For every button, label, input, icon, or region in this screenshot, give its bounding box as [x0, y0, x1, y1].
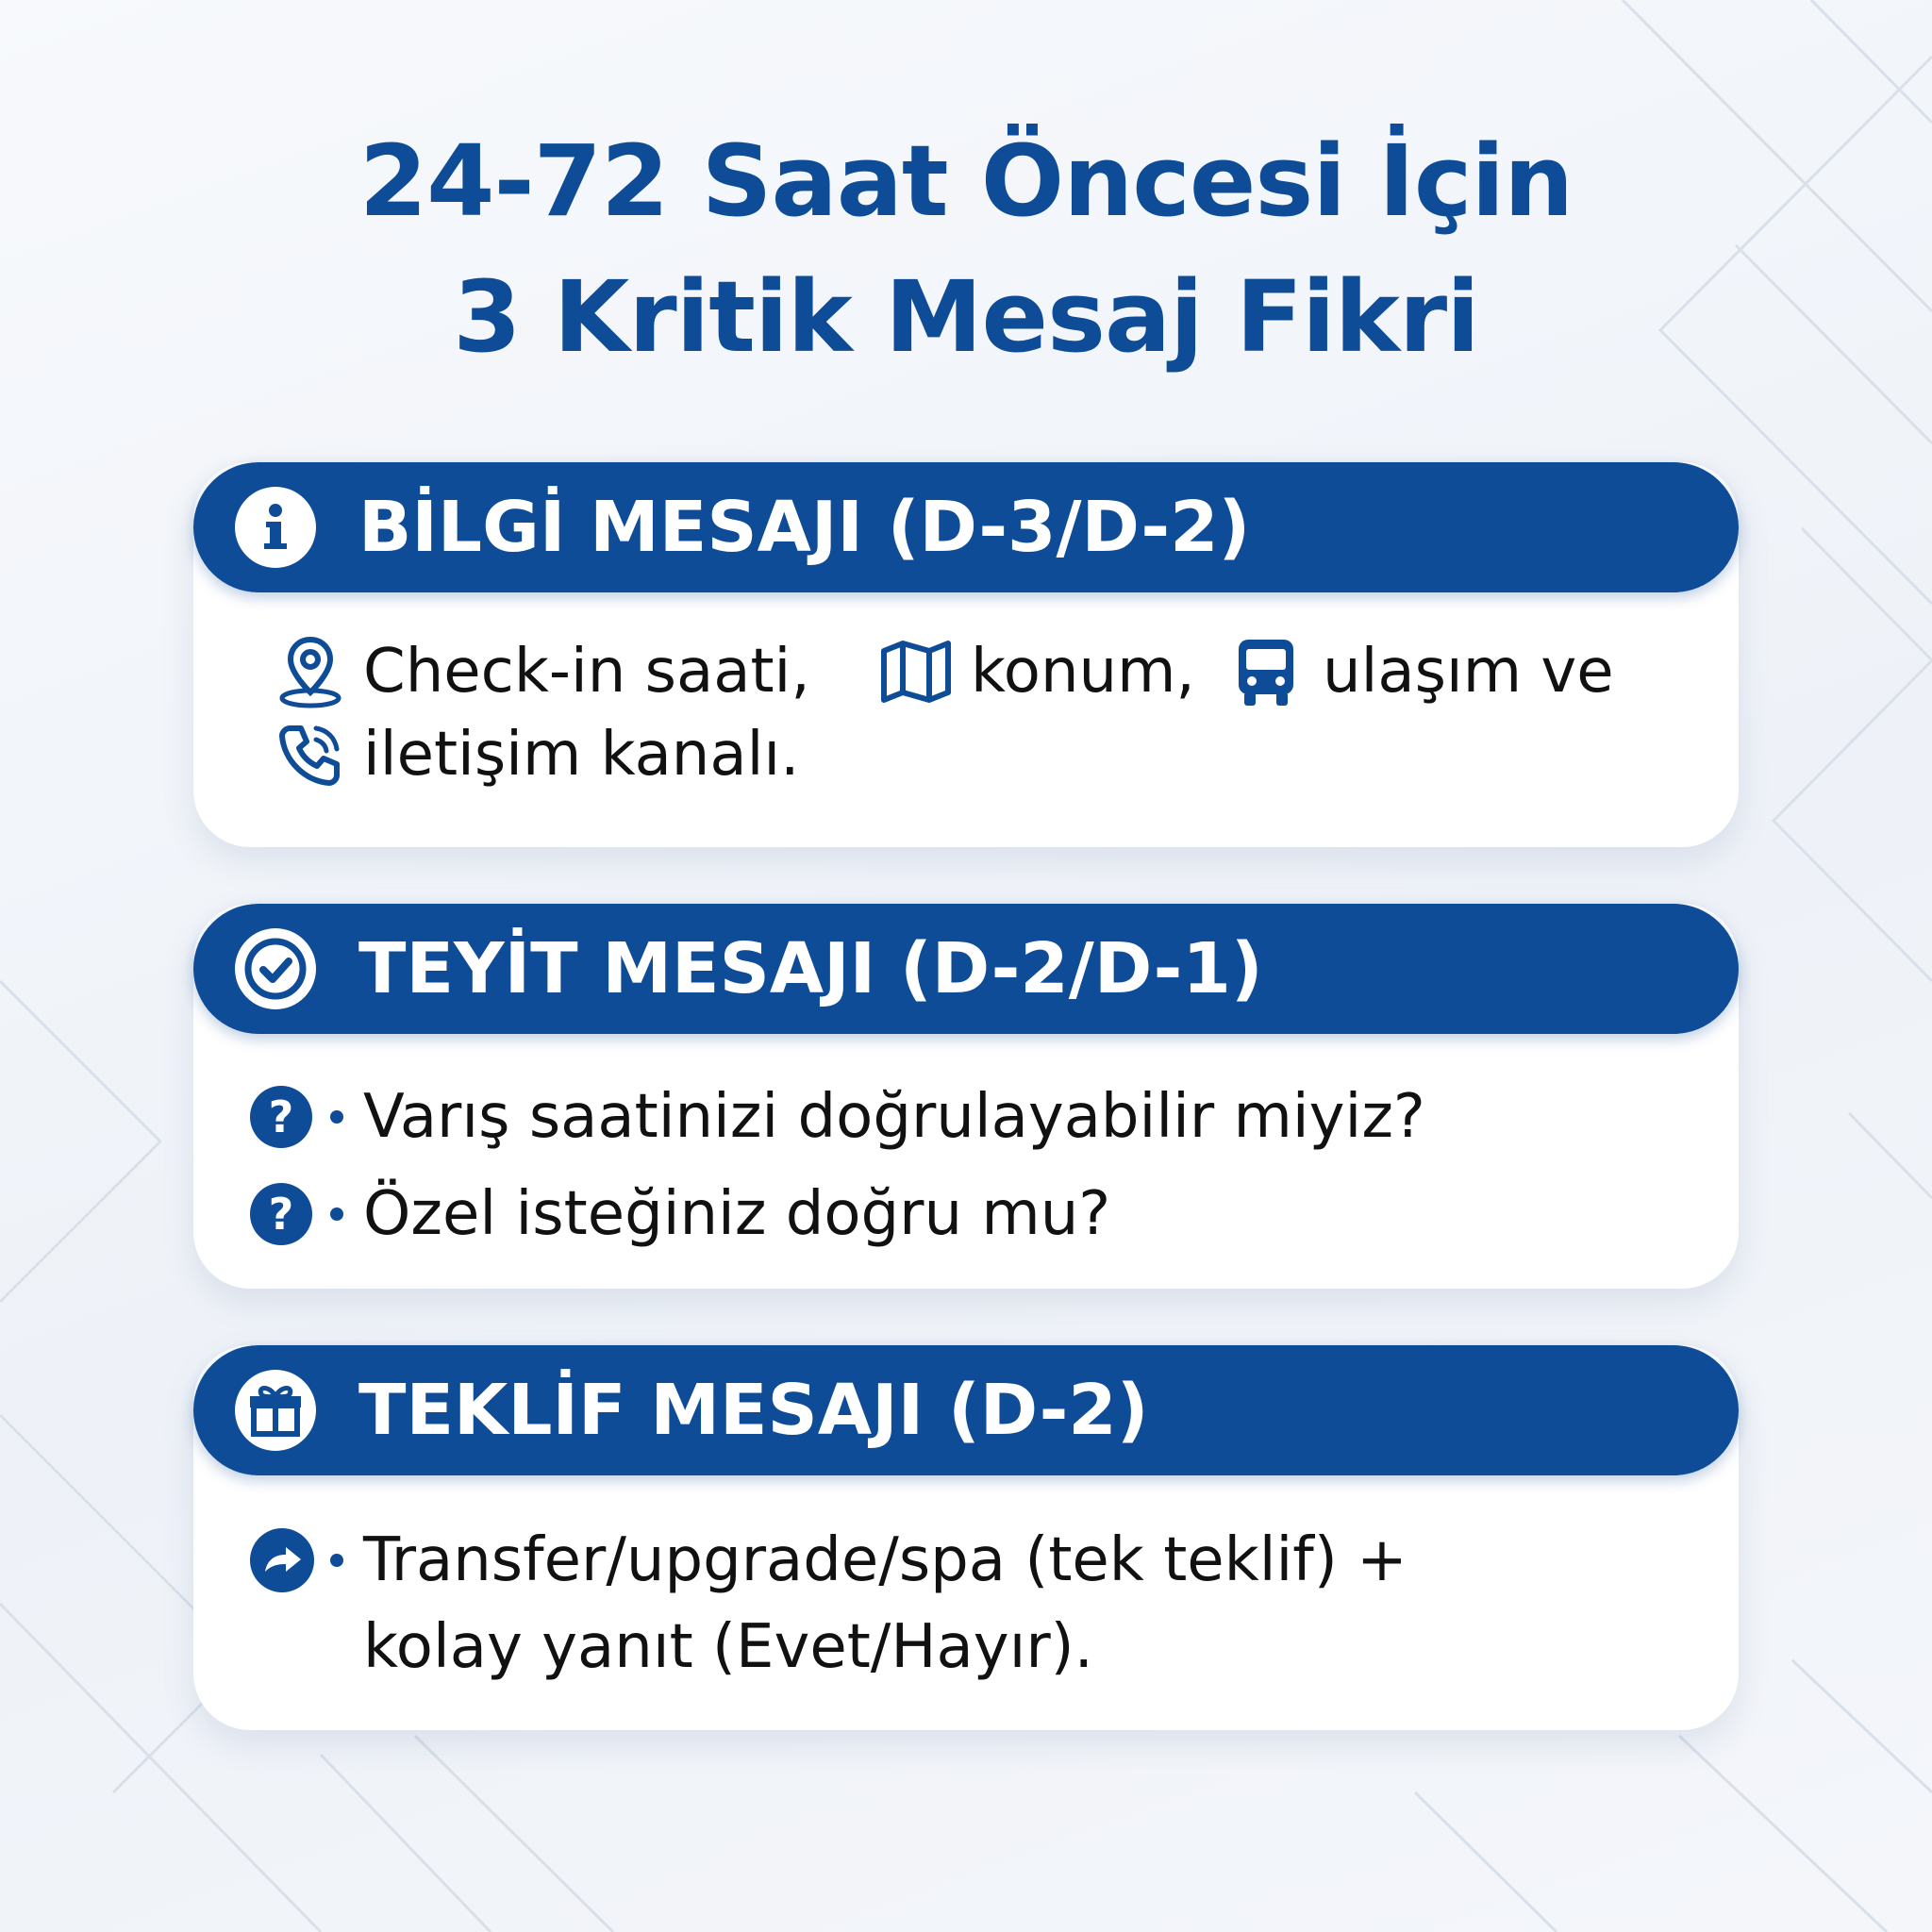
confirmation-message-title: TEYİT MESAJI (D-2/D-1) [358, 928, 1263, 1009]
offer-line-2: kolay yanıt (Evet/Hayır). [363, 1612, 1093, 1682]
check-icon [235, 928, 316, 1009]
bullet-dot [330, 1208, 343, 1221]
info-message-header [193, 462, 1739, 592]
info-line-1-part-1: Check-in saati, [363, 637, 810, 707]
map-icon [880, 640, 952, 704]
info-line-2: iletişim kanalı. [363, 720, 800, 790]
info-icon [235, 487, 316, 568]
info-message-card [193, 462, 1739, 847]
share-arrow-icon [250, 1528, 314, 1592]
location-pin-icon [276, 634, 344, 709]
bus-icon [1233, 636, 1299, 709]
offer-message-title: TEKLİF MESAJI (D-2) [358, 1370, 1149, 1451]
confirmation-item-1: Varış saatinizi doğrulayabilir miyiz? [363, 1082, 1425, 1152]
info-message-title: BİLGİ MESAJI (D-3/D-2) [358, 487, 1251, 568]
offer-line-1: Transfer/upgrade/spa (tek teklif) + [363, 1525, 1407, 1595]
offer-message-card [193, 1345, 1739, 1730]
info-line-1-part-2: konum, [971, 637, 1195, 707]
confirmation-message-card [193, 904, 1739, 1289]
title-line-1: 24-72 Saat Öncesi İçin [358, 124, 1574, 239]
gift-icon [235, 1370, 316, 1451]
confirmation-message-header [193, 904, 1739, 1034]
phone-icon [276, 721, 344, 789]
bullet-dot [330, 1554, 343, 1567]
info-line-1-part-3: ulaşım ve [1323, 637, 1614, 707]
bullet-dot [330, 1110, 343, 1124]
title-line-2: 3 Kritik Mesaj Fikri [453, 259, 1479, 375]
confirmation-item-2: Özel isteğiniz doğru mu? [363, 1179, 1111, 1249]
question-icon: ? [250, 1183, 312, 1245]
offer-message-header [193, 1345, 1739, 1475]
page-title [0, 113, 1932, 385]
question-icon: ? [250, 1086, 312, 1148]
